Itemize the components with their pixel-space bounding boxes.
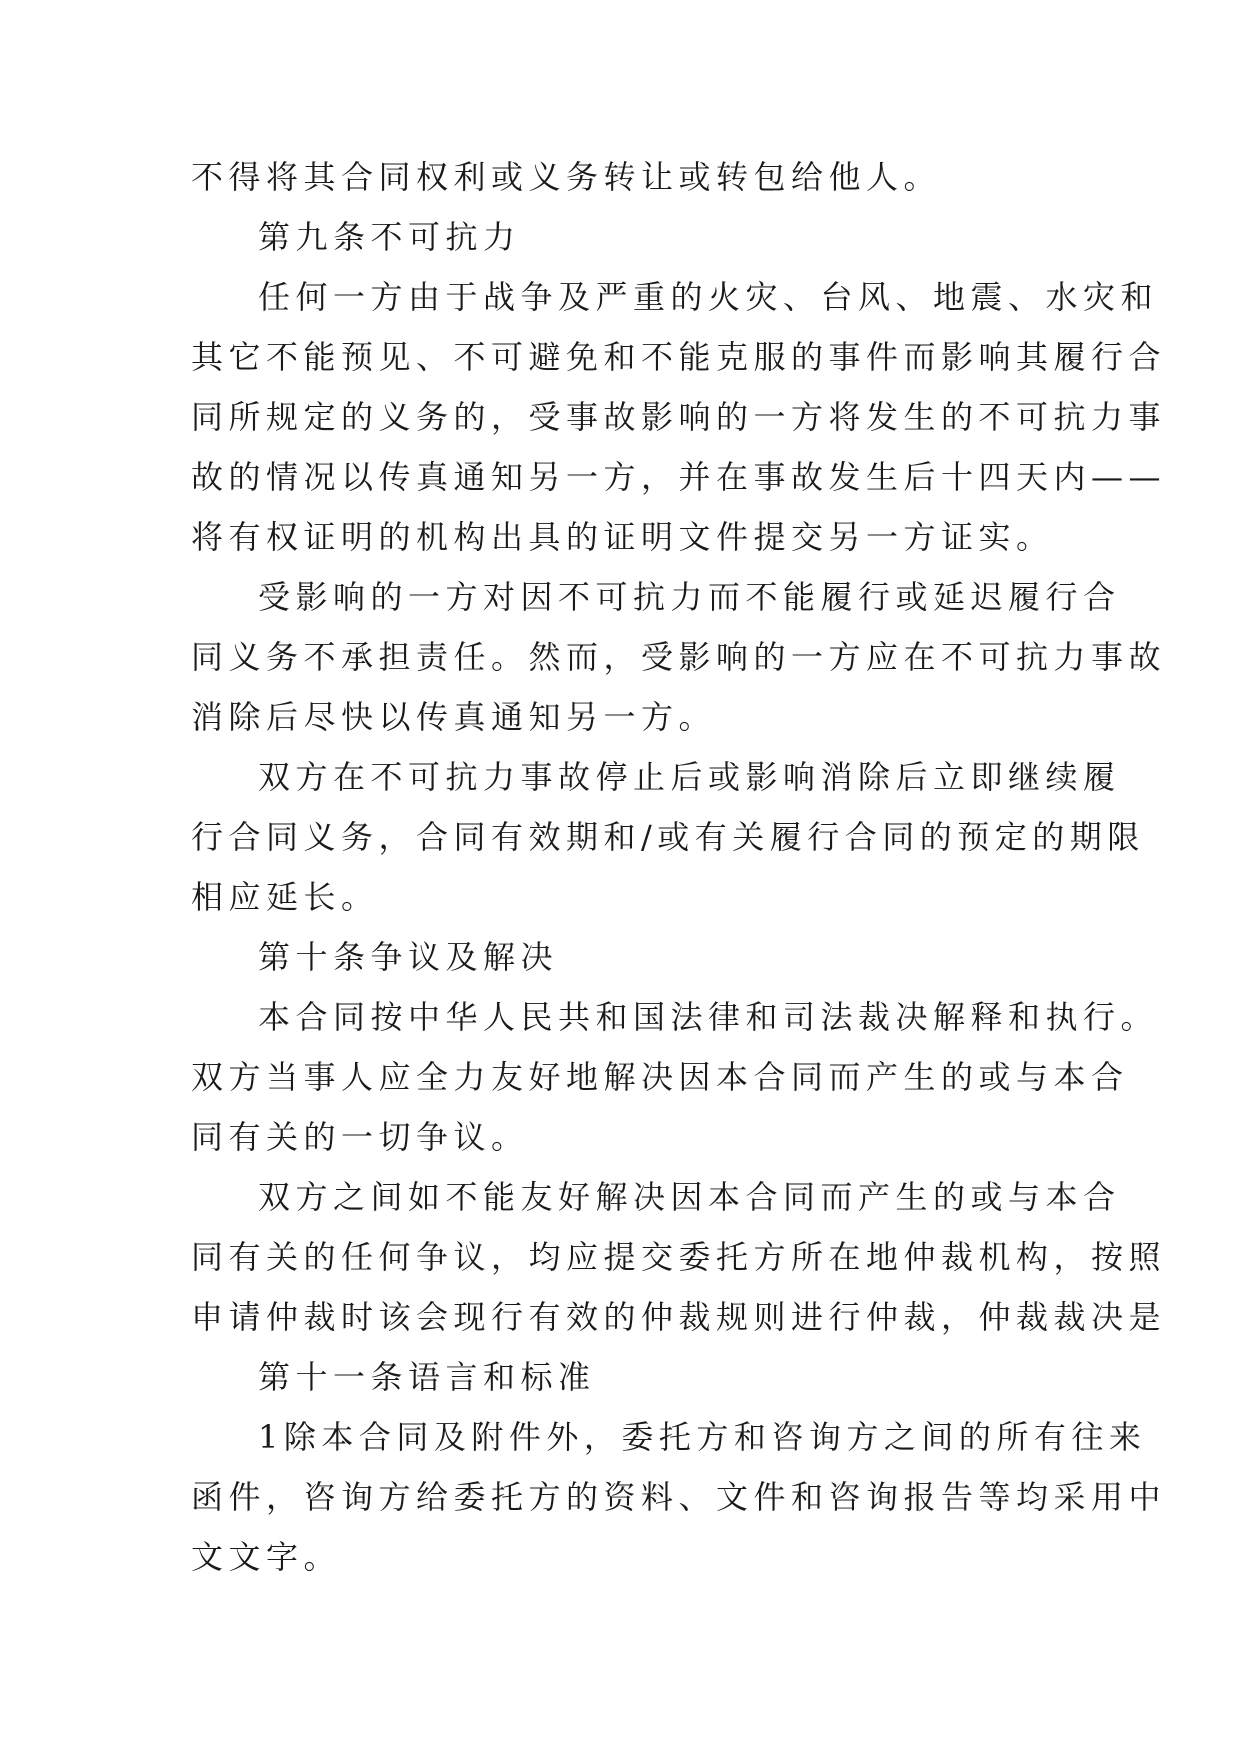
text-line: 消除后尽快以传真通知另一方。 xyxy=(191,698,717,736)
text-line: 不得将其合同权利或义务转让或转包给他人。 xyxy=(191,158,942,196)
text-line: 同所规定的义务的，受事故影响的一方将发生的不可抗力事 xyxy=(191,398,1167,436)
text-line: 其它不能预见、不可避免和不能克服的事件而影响其履行合 xyxy=(191,338,1167,376)
text-line: 故的情况以传真通知另一方，并在事故发生后十四天内—— xyxy=(191,458,1167,496)
text-line: 同义务不承担责任。然而，受影响的一方应在不可抗力事故 xyxy=(191,638,1167,676)
text-line: 同有关的一切争议。 xyxy=(191,1118,529,1156)
text-line: 双方之间如不能友好解决因本合同而产生的或与本合 xyxy=(258,1178,1121,1216)
text-line: 相应延长。 xyxy=(191,878,379,916)
text-line: 双方当事人应全力友好地解决因本合同而产生的或与本合 xyxy=(191,1058,1129,1096)
text-line: 任何一方由于战争及严重的火灾、台风、地震、水灾和 xyxy=(258,278,1159,316)
text-line: 申请仲裁时该会现行有效的仲裁规则进行仲裁，仲裁裁决是 xyxy=(191,1298,1167,1336)
text-line: 本合同按中华人民共和国法律和司法裁决解释和执行。 xyxy=(258,998,1159,1036)
text-line: 行合同义务，合同有效期和/或有关履行合同的预定的期限 xyxy=(191,818,1145,856)
section-heading-article-11: 第十一条语言和标准 xyxy=(258,1358,596,1396)
section-heading-article-9: 第九条不可抗力 xyxy=(258,218,521,256)
section-heading-article-10: 第十条争议及解决 xyxy=(258,938,559,976)
text-line: 1除本合同及附件外，委托方和咨询方之间的所有往来 xyxy=(258,1418,1147,1456)
text-line: 同有关的任何争议，均应提交委托方所在地仲裁机构，按照 xyxy=(191,1238,1167,1276)
text-line: 将有权证明的机构出具的证明文件提交另一方证实。 xyxy=(191,518,1054,556)
text-line: 双方在不可抗力事故停止后或影响消除后立即继续履 xyxy=(258,758,1121,796)
text-line: 文文字。 xyxy=(191,1538,342,1576)
text-line: 函件，咨询方给委托方的资料、文件和咨询报告等均采用中 xyxy=(191,1478,1167,1516)
text-line: 受影响的一方对因不可抗力而不能履行或延迟履行合 xyxy=(258,578,1121,616)
